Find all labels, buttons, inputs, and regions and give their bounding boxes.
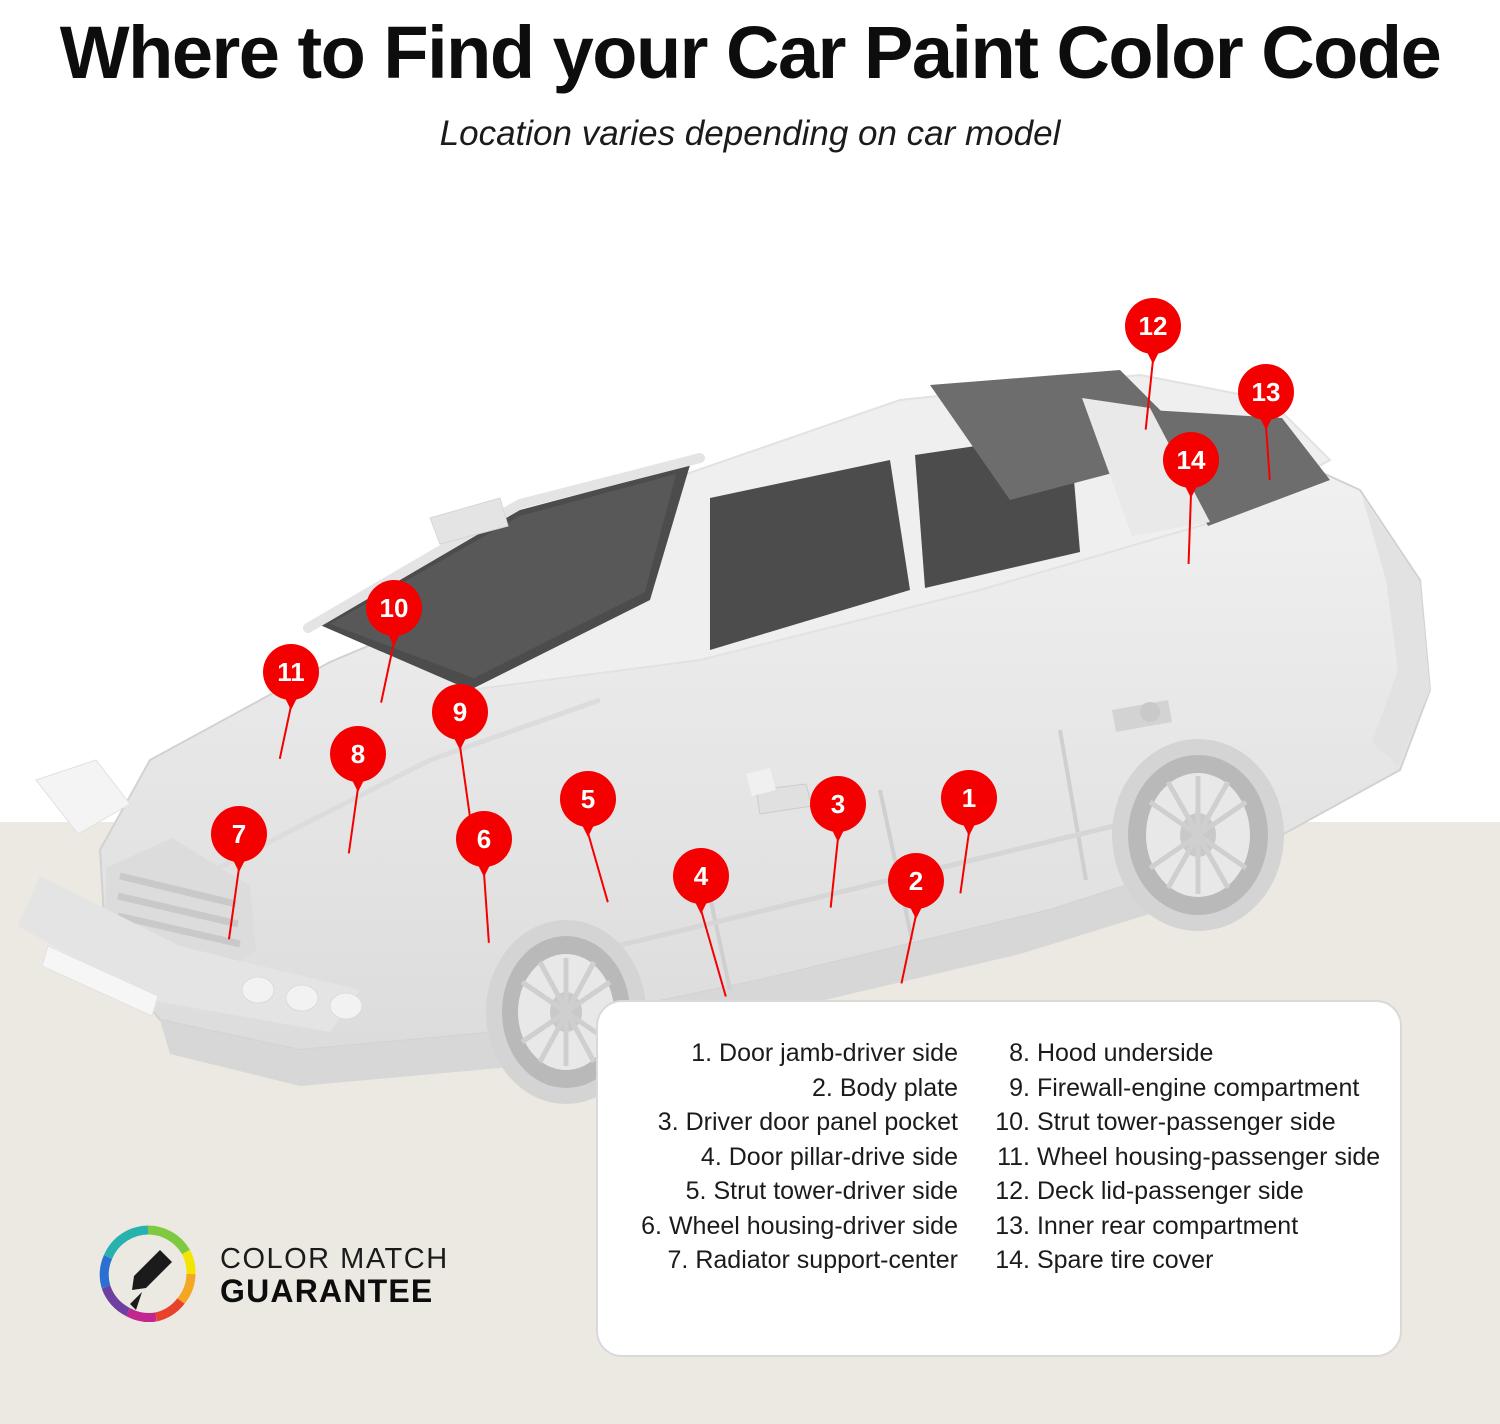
legend-column-left xyxy=(628,1036,964,1278)
legend-item-6-number: 6. xyxy=(641,1211,662,1240)
map-pin-9-number: 9 xyxy=(432,684,488,740)
legend-item-13-label: Inner rear compartment xyxy=(1036,1211,1299,1240)
map-pin-10-number: 10 xyxy=(366,580,422,636)
map-pin-2-number: 2 xyxy=(888,853,944,909)
legend-item-14-label: Spare tire cover xyxy=(1036,1246,1214,1274)
legend-item-3-label: Driver door panel pocket xyxy=(685,1108,958,1136)
legend-item-2 xyxy=(628,1071,958,1106)
map-pin-14[interactable] xyxy=(1163,432,1219,502)
map-pin-10[interactable] xyxy=(366,580,422,650)
legend-item-3-number: 3. xyxy=(657,1108,679,1136)
legend-column-right xyxy=(982,1036,1380,1278)
legend-item-13-number: 13. xyxy=(995,1211,1030,1240)
map-pin-7-number: 7 xyxy=(211,806,267,862)
page-title: Where to Find your Car Paint Color Code xyxy=(59,11,1441,94)
legend-item-10 xyxy=(988,1105,1380,1140)
legend-item-8 xyxy=(988,1036,1380,1071)
legend-item-8-label: Hood underside xyxy=(1036,1039,1214,1067)
legend-item-11-label: Wheel housing-passenger side xyxy=(1036,1142,1381,1171)
map-pin-3-number: 3 xyxy=(810,776,866,832)
legend-item-12 xyxy=(988,1174,1380,1209)
map-pin-4-number: 4 xyxy=(673,848,729,904)
map-pin-14-number: 14 xyxy=(1163,432,1219,488)
map-pin-3[interactable] xyxy=(810,776,866,846)
legend-item-5-number: 5. xyxy=(685,1177,707,1205)
map-pin-4[interactable] xyxy=(673,848,729,918)
legend-item-2-label: Body plate xyxy=(839,1073,958,1102)
legend-item-14 xyxy=(988,1243,1380,1278)
map-pin-11-number: 11 xyxy=(263,644,319,700)
map-pin-8[interactable] xyxy=(330,726,386,796)
map-pin-12-number: 12 xyxy=(1125,298,1181,354)
map-pin-9[interactable] xyxy=(432,684,488,754)
legend-item-12-label: Deck lid-passenger side xyxy=(1036,1177,1304,1205)
map-pin-1[interactable] xyxy=(941,770,997,840)
header xyxy=(0,0,1500,154)
legend-item-9-number: 9. xyxy=(1009,1073,1030,1102)
brand-line-1: COLOR MATCH xyxy=(220,1243,449,1276)
rear-wheel xyxy=(1112,739,1284,931)
legend-item-7-number: 7. xyxy=(667,1246,689,1274)
map-pin-7[interactable] xyxy=(211,806,267,876)
legend-item-8-number: 8. xyxy=(1009,1039,1030,1067)
brand-lockup xyxy=(96,1222,449,1331)
legend-item-13 xyxy=(988,1209,1380,1244)
legend-item-9 xyxy=(988,1071,1380,1106)
map-pin-11[interactable] xyxy=(263,644,319,714)
map-pin-5-number: 5 xyxy=(560,771,616,827)
legend-item-4 xyxy=(628,1140,958,1175)
map-pin-2[interactable] xyxy=(888,853,944,923)
legend-item-1-number: 1. xyxy=(691,1039,713,1067)
legend-item-5 xyxy=(628,1174,958,1209)
legend-item-4-label: Door pillar-drive side xyxy=(728,1142,958,1171)
legend-item-7 xyxy=(628,1243,958,1278)
page-subtitle: Location varies depending on car model xyxy=(439,114,1061,154)
brand-line-2: GUARANTEE xyxy=(220,1272,434,1309)
legend-item-10-number: 10. xyxy=(995,1108,1030,1136)
legend-item-11-number: 11. xyxy=(997,1142,1030,1171)
map-pin-13[interactable] xyxy=(1238,364,1294,434)
legend-item-9-label: Firewall-engine compartment xyxy=(1036,1073,1360,1102)
legend-item-6 xyxy=(628,1209,958,1244)
legend-item-1-label: Door jamb-driver side xyxy=(719,1039,958,1067)
map-pin-1-number: 1 xyxy=(941,770,997,826)
legend-item-12-number: 12. xyxy=(995,1177,1030,1205)
legend-item-10-label: Strut tower-passenger side xyxy=(1036,1108,1336,1136)
eyedropper-color-wheel-icon xyxy=(96,1222,200,1331)
legend-item-2-number: 2. xyxy=(812,1073,833,1102)
map-pin-8-number: 8 xyxy=(330,726,386,782)
legend-item-14-number: 14. xyxy=(995,1246,1030,1274)
legend-item-11 xyxy=(988,1140,1380,1175)
map-pin-5[interactable] xyxy=(560,771,616,841)
map-pin-6[interactable] xyxy=(456,811,512,881)
map-pin-13-number: 13 xyxy=(1238,364,1294,420)
legend-item-7-label: Radiator support-center xyxy=(695,1246,958,1274)
legend-item-6-label: Wheel housing-driver side xyxy=(668,1211,958,1240)
legend-panel xyxy=(596,1000,1402,1357)
legend-item-5-label: Strut tower-driver side xyxy=(713,1177,958,1205)
legend-item-4-number: 4. xyxy=(700,1142,722,1171)
legend-item-3 xyxy=(628,1105,958,1140)
map-pin-6-number: 6 xyxy=(456,811,512,867)
map-pin-12[interactable] xyxy=(1125,298,1181,368)
legend-item-1 xyxy=(628,1036,958,1071)
